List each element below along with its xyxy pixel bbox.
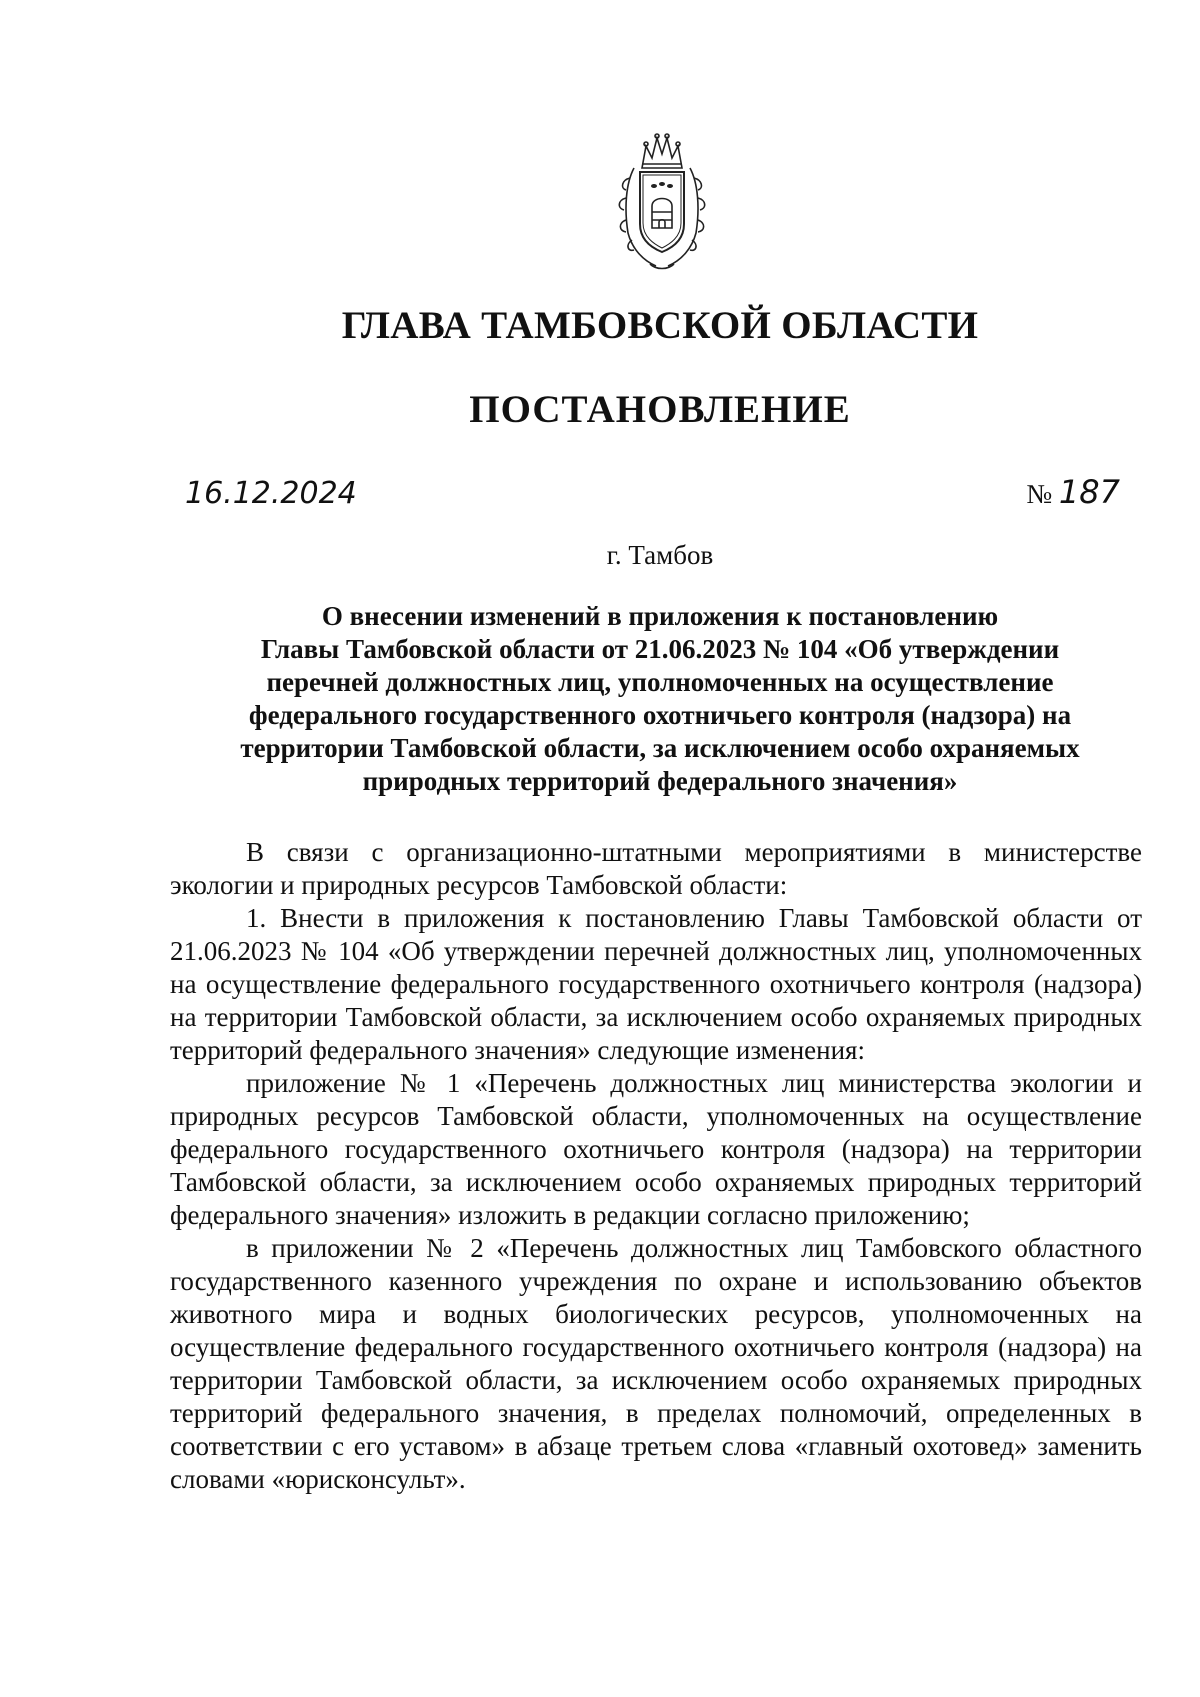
body-paragraph: 1. Внести в приложения к постановлению Главы Тамбовской области от 21.06.2023 № 104 «Об утверждении перечней должностных лиц, уполномоченных на осуществление федерального государственного охотничьего контроля (надзора) на территории Тамбовской области, за исключением особо охраняемых природных территорий федерального значения» следующие изменения: xyxy=(170,903,1142,1065)
subject-line: Главы Тамбовской области от 21.06.2023 № 104 «Об утверждении xyxy=(260,634,1060,664)
document-number-value: 187 xyxy=(1058,473,1120,511)
body-paragraph: В связи с организационно-штатными мероприятиями в министерстве экологии и природных ресурсов Тамбовской области: xyxy=(170,837,1142,900)
body-paragraph: приложение № 1 «Перечень должностных лиц министерства экологии и природных ресурсов Тамбовской области, уполномоченных на осуществление федерального государственного охотничьего контроля (надзора) на территории Тамбовской области, за исключением особо охраняемых природных территорий федерального значения» изложить в редакции согласно приложению; xyxy=(170,1068,1142,1230)
subject-line: территории Тамбовской области, за исключением особо охраняемых xyxy=(240,733,1080,763)
subject-line: перечней должностных лиц, уполномоченных на осуществление xyxy=(266,667,1054,697)
document-type-heading: ПОСТАНОВЛЕНИЕ xyxy=(469,388,851,431)
document-date: 16.12.2024 xyxy=(185,476,357,511)
document-body xyxy=(170,836,1142,1496)
issuing-authority-heading: ГЛАВА ТАМБОВСКОЙ ОБЛАСТИ xyxy=(341,304,979,347)
subject-line: федерального государственного охотничьего контроля (надзора) на xyxy=(248,700,1072,730)
subject-line: О внесении изменений в приложения к постановлению xyxy=(321,601,999,631)
coat-of-arms-emblem xyxy=(612,128,712,278)
city-line: г. Тамбов xyxy=(606,540,714,570)
document-number xyxy=(1026,472,1120,514)
subject-line: природных территорий федерального значения» xyxy=(362,766,958,796)
body-paragraph: в приложении № 2 «Перечень должностных лиц Тамбовского областного государственного казенного учреждения по охране и использованию объектов животного мира и водных биологических ресурсов, уполномоченных на осуществление федерального государственного охотничьего контроля (надзора) на территории Тамбовской области, за исключением особо охраняемых природных территорий федерального значения, в пределах полномочий, определенных в соответствии с его уставом» в абзаце третьем слова «главный охотовед» заменить словами «юрисконсульт». xyxy=(170,1233,1142,1494)
number-sign: № xyxy=(1026,479,1053,509)
document-subject xyxy=(180,600,1140,798)
